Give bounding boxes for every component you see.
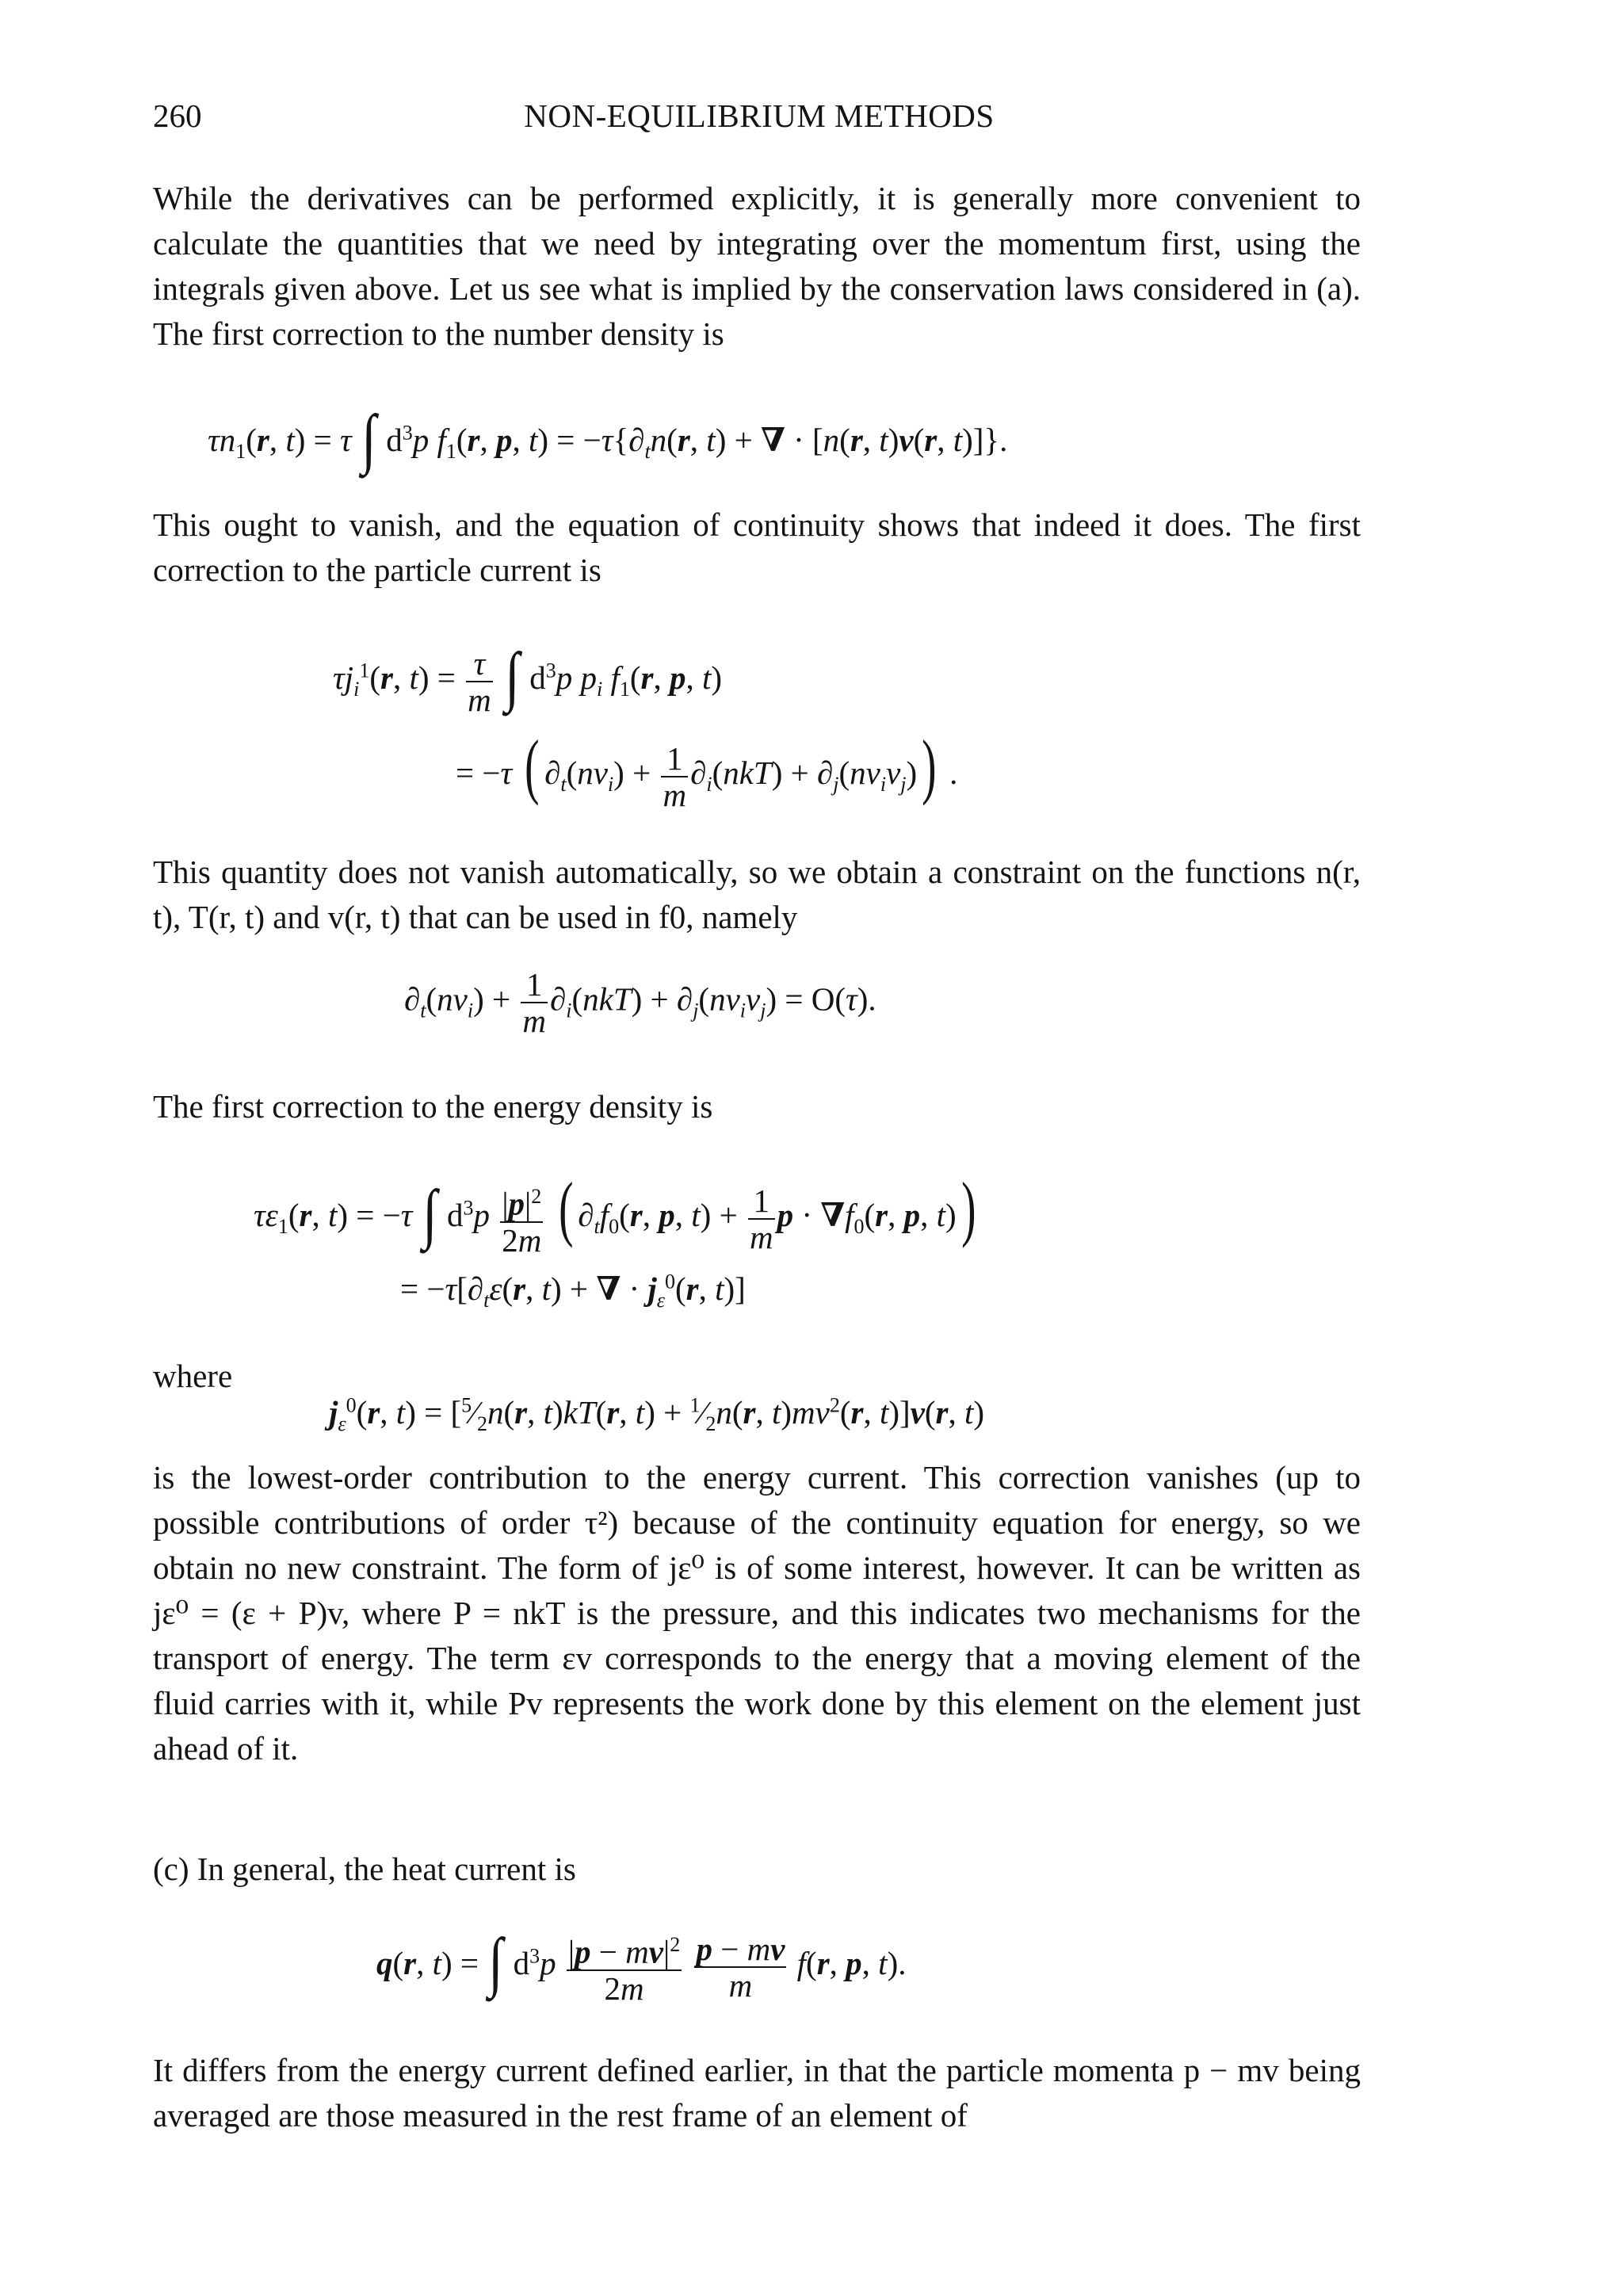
where-label: where: [153, 1358, 233, 1394]
page-header: [153, 97, 1365, 144]
paragraph-4: The first correction to the energy density is: [153, 1088, 713, 1125]
equation-particle-current-2: = −τ ( $\partial_t(nv_i)$ + $\frac{1}{m}$ $\partial_i(nkT) + \partial_j(nv_iv_j)$) .: [456, 725, 958, 813]
running-title: NON-EQUILIBRIUM METHODS: [524, 97, 995, 134]
equation-energy-density-1: $\tau\varepsilon_1(r$, t) = −τ ∫ $d^3p$ $\frac{|p|^2}{2m}$ ( $\partial_tf_0(r$, p, t) + $\frac{1}{m}$ $p \cdot \nabla f_0(r$, p, t)): [254, 1167, 976, 1259]
equation-number-density: $\tau n_1(r$, t) = τ ∫ $d^3p$ $f_1(r$, p, $t) = -\tau\{\partial_tn(r$, t) + ∇ · [n(r, t)v(r, t)]}.: [208, 402, 1008, 476]
paragraph-3: This quantity does not vanish automatically, so we obtain a constraint on the functions n(r, t), T(r, t) and v(r, t) that can be used in f0, namely: [153, 854, 1361, 935]
paragraph-5: is the lowest-order contribution to the energy current. This correction vanishes (up to possible contributions of order τ²) because of the continuity equation for energy, so we obtain no new constraint. The form of jε⁰ is of some interest, however. It can be written as jε⁰ = (ε + P)v, where P = nkT is the pressure, and this indicates two mechanisms for the transport of energy. The term εv corresponds to the energy that a moving element of the fluid carries with it, while Pv represents the work done by this element on the element just ahead of it.: [153, 1459, 1361, 1767]
equation-particle-current-1: $\tau j_i^1(r$, t) = $\frac{\tau}{m}$ ∫ $d^3p$ $p_i$ $f_1(r$, p, t): [333, 640, 723, 718]
paragraph-2: This ought to vanish, and the equation of continuity shows that indeed it does. The first correction to the particle current is: [153, 506, 1361, 588]
paragraph-6: (c) In general, the heat current is: [153, 1851, 576, 1887]
equation-energy-density-2: = $-\tau[\partial_t\varepsilon(r$, t) + ∇ · $j_\varepsilon^0(r$, t)]: [400, 1270, 746, 1312]
paragraph-7: It differs from the energy current defined earlier, in that the particle momenta p − mv being averaged are those measured in the rest frame of an element of: [153, 2052, 1361, 2134]
equation-energy-current: $j_\varepsilon^0(r$, $t) = [^5⁄_2n(r$, t)kT(r, $t) + ^1⁄_2n(r$, $t)mv^2(r$, t)]v(r, t): [329, 1393, 985, 1436]
eq1-source: [0, 0, 1, 1]
page-number: 260: [153, 97, 202, 134]
equation-heat-current: q(r, t) = ∫ $d^3p$ $\frac{|p - mv|^2}{2m}$ $\frac{p - mv}{m}$ f(r, p, t).: [376, 1925, 907, 2007]
equation-constraint: $\partial_t(nv_i)$ + $\frac{1}{m}$ $\partial_i(nkT) + \partial_j(nv_iv_j) = O(\tau)$.: [404, 966, 876, 1039]
paragraph-1: While the derivatives can be performed explicitly, it is generally more convenient to calculate the quantities that we need by integrating over the momentum first, using the integrals given above. Let us see what is implied by the conservation laws considered in (a). The first correction to the number density is: [153, 180, 1361, 352]
